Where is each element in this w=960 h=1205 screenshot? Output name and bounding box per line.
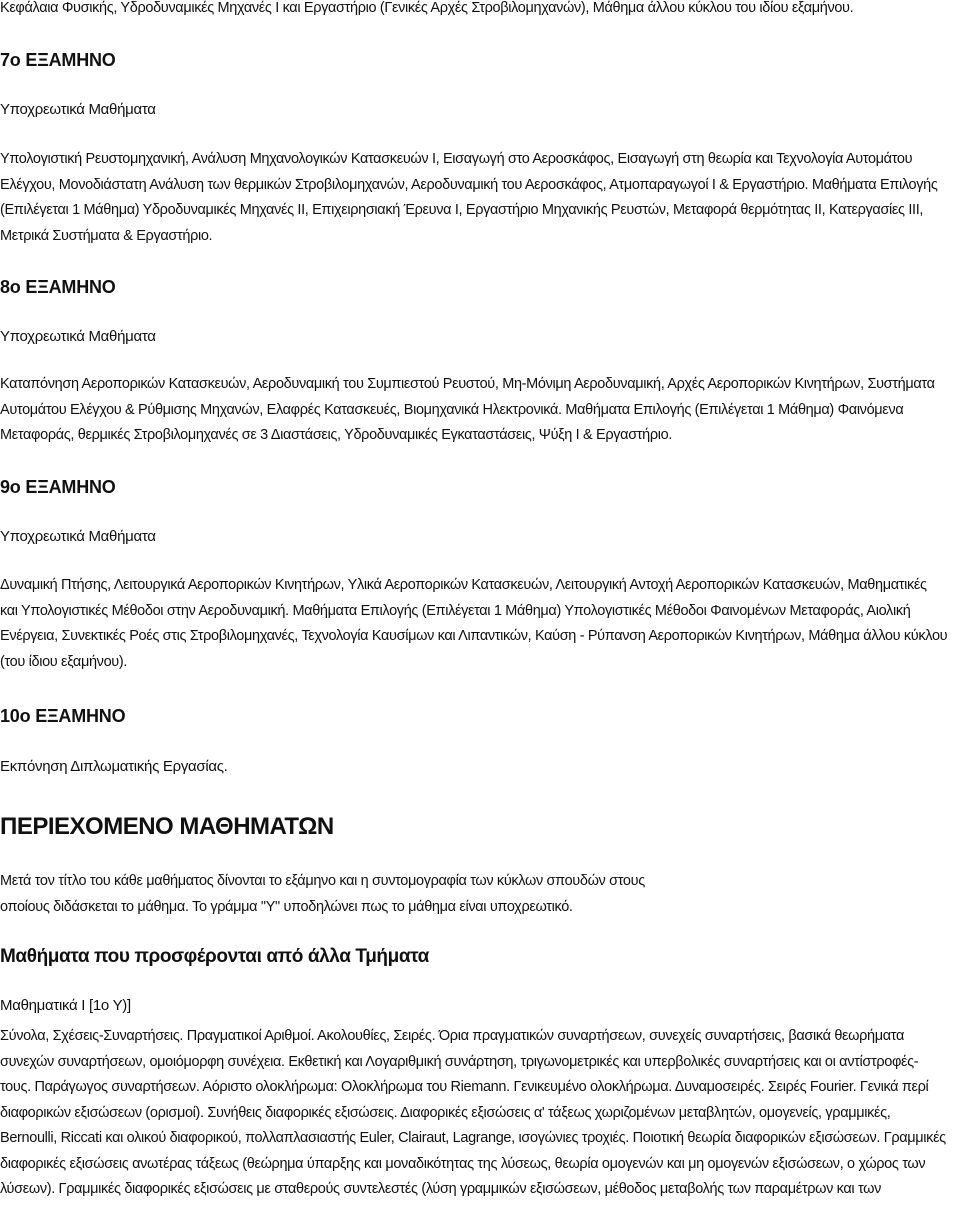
semester-9-subtitle: Υποχρεωτικά Μαθήματα bbox=[0, 528, 156, 545]
semester-9-line: (του ίδιου εξαμήνου). bbox=[0, 653, 128, 670]
semester-7-title: 7ο ΕΞΑΜΗΝΟ bbox=[0, 50, 116, 70]
other-departments-heading: Μαθήματα που προσφέρονται από άλλα Τμήματα bbox=[0, 946, 429, 967]
semester-10-title: 10ο ΕΞΑΜΗΝΟ bbox=[0, 706, 126, 726]
course-description-line: τους. Παράγωγος συναρτήσεων. Αόριστο ολοκλήρωμα: Ολοκλήρωμα του Riemann. Γενικευμένο ολοκλήρωμα. Δυναμοσειρές. Σειρές Fourier. Γενικά περί bbox=[0, 1079, 929, 1095]
semester-8-paragraph bbox=[0, 372, 960, 449]
semester-7-paragraph bbox=[0, 147, 960, 249]
content-intro-line: οποίους διδάσκεται το μάθημα. Το γράμμα "Υ" υποδηλώνει πως το μάθημα είναι υποχρεωτικό. bbox=[0, 898, 573, 915]
course-description-line: διαφορικών εξισώσεων (ορισμοί). Συνήθεις διαφορικές εξισώσεις. Διαφορικές εξισώσεις α' τάξεως χωριζομένων μεταβλητών, ομογενείς, γραμμικές, bbox=[0, 1104, 891, 1121]
semester-8-line: Καταπόνηση Αεροπορικών Κατασκευών, Αεροδυναμική του Συμπιεστού Ρευστού, Μη-Μόνιμη Αεροδυναμική, Αρχές Αεροπορικών Κινητήρων, Συστήματα bbox=[0, 376, 935, 392]
course-description-line: διαφορικές εξισώσεις ανωτέρας τάξεως (θεώρημα ύπαρξης και μοναδικότητας της λύσεως, θεωρία ομογενών και μη ομογενών εξισώσεων, ο χώρος των bbox=[0, 1155, 926, 1172]
content-intro-line: Μετά τον τίτλο του κάθε μαθήματος δίνονται το εξάμηνο και η συντομογραφία των κύκλων σπουδών στους bbox=[0, 873, 645, 889]
course-description-line: Bernoulli, Riccati και ολικού διαφορικού, πολλαπλασιαστής Euler, Clairaut, Lagrange, ισογώνιες τροχιές. Ποιοτική θεωρία διαφορικών εξισώσεων. Γραμμικές bbox=[0, 1130, 946, 1146]
course-description-line: συνεχών συναρτήσεων, ομοιόμορφη συνέχεια. Εκθετική και Λογαριθμική συνάρτηση, τριγωνομετρικές και υπερβολικές συναρτήσεις και οι αντίστροφές- bbox=[0, 1053, 919, 1070]
semester-8-line: Αυτομάτου Ελέγχου & Ρύθμισης Μηχανών, Ελαφρές Κατασκευές, Βιομηχανικά Ηλεκτρονικά. Μαθήματα Επιλογής (Επιλέγεται 1 Μάθημα) Φαινόμενα bbox=[0, 401, 904, 418]
semester-7-subtitle: Υποχρεωτικά Μαθήματα bbox=[0, 101, 156, 118]
course-description bbox=[0, 1024, 960, 1203]
course-description-line: Σύνολα, Σχέσεις-Συναρτήσεις. Πραγματικοί Αριθμοί. Ακολουθίες, Σειρές. Όρια πραγματικών συναρτήσεων, συνεχείς συναρτήσεις, βασικά θεωρήματα bbox=[0, 1028, 904, 1044]
course-title: Μαθηματικά Ι [1ο Υ)] bbox=[0, 997, 131, 1014]
semester-8-title: 8ο ΕΞΑΜΗΝΟ bbox=[0, 277, 116, 297]
semester-7-line: Ελέγχου, Μονοδιάστατη Ανάλυση των θερμικών Στροβιλομηχανών, Αεροδυναμική του Αεροσκάφος, Ατμοπαραγωγοί Ι & Εργαστήριο. Μαθήματα Επιλογής bbox=[0, 176, 938, 193]
semester-9-line: και Υπολογιστικές Μέθοδοι στην Αεροδυναμική. Μαθήματα Επιλογής (Επιλέγεται 1 Μάθημα) Υπολογιστικές Μέθοδοι Φαινομένων Μεταφοράς, Αιολική bbox=[0, 602, 911, 619]
semester-9-line: Δυναμική Πτήσης, Λειτουργικά Αεροπορικών Κινητήρων, Υλικά Αεροπορικών Κατασκευών, Λειτουργική Αντοχή Αεροπορικών Κατασκευών, Μαθηματικές bbox=[0, 577, 927, 593]
semester-9-paragraph bbox=[0, 573, 960, 675]
semester-9-title: 9ο ΕΞΑΜΗΝΟ bbox=[0, 477, 116, 497]
content-heading: ΠΕΡΙΕΧΟΜΕΝΟ ΜΑΘΗΜΑΤΩΝ bbox=[0, 813, 334, 840]
semester-7-line: Υπολογιστική Ρευστομηχανική, Ανάλυση Μηχανολογικών Κατασκευών Ι, Εισαγωγή στο Αεροσκάφος, Εισαγωγή στη θεωρία και Τεχνολογία Αυτομάτου bbox=[0, 151, 913, 167]
intro-line: Κεφάλαια Φυσικής, Υδροδυναμικές Μηχανές Ι και Εργαστήριο (Γενικές Αρχές Στροβιλομηχανών), Μάθημα άλλου κύκλου του ιδίου εξαμήνου. bbox=[0, 0, 854, 16]
semester-8-subtitle: Υποχρεωτικά Μαθήματα bbox=[0, 328, 156, 345]
semester-7-line: (Επιλέγεται 1 Μάθημα) Υδροδυναμικές Μηχανές ΙΙ, Επιχειρησιακή Έρευνα Ι, Εργαστήριο Μηχανικής Ρευστών, Μεταφορά θερμότητας ΙΙ, Κατεργασίες ΙΙΙ, bbox=[0, 202, 924, 218]
semester-9-line: Ενέργεια, Συνεκτικές Ροές στις Στροβιλομηχανές, Τεχνολογία Καυσίμων και Λιπαντικών, Καύση - Ρύπανση Αεροπορικών Κινητήρων, Μάθημα άλλου κύκλου bbox=[0, 628, 948, 644]
course-description-line: λύσεων). Γραμμικές διαφορικές εξισώσεις με σταθερούς συντελεστές (λύση γραμμικών εξισώσεων, μέθοδος μεταβολής των παραμέτρων και των bbox=[0, 1181, 881, 1197]
semester-10-text: Εκπόνηση Διπλωματικής Εργασίας. bbox=[0, 758, 228, 775]
semester-8-line: Μεταφοράς, θερμικές Στροβιλομηχανές σε 3 Διαστάσεις, Υδροδυναμικές Εγκαταστάσεις, Ψύξη Ι & Εργαστήριο. bbox=[0, 427, 673, 443]
content-intro bbox=[0, 869, 960, 920]
semester-7-line: Μετρικά Συστήματα & Εργαστήριο. bbox=[0, 227, 213, 244]
